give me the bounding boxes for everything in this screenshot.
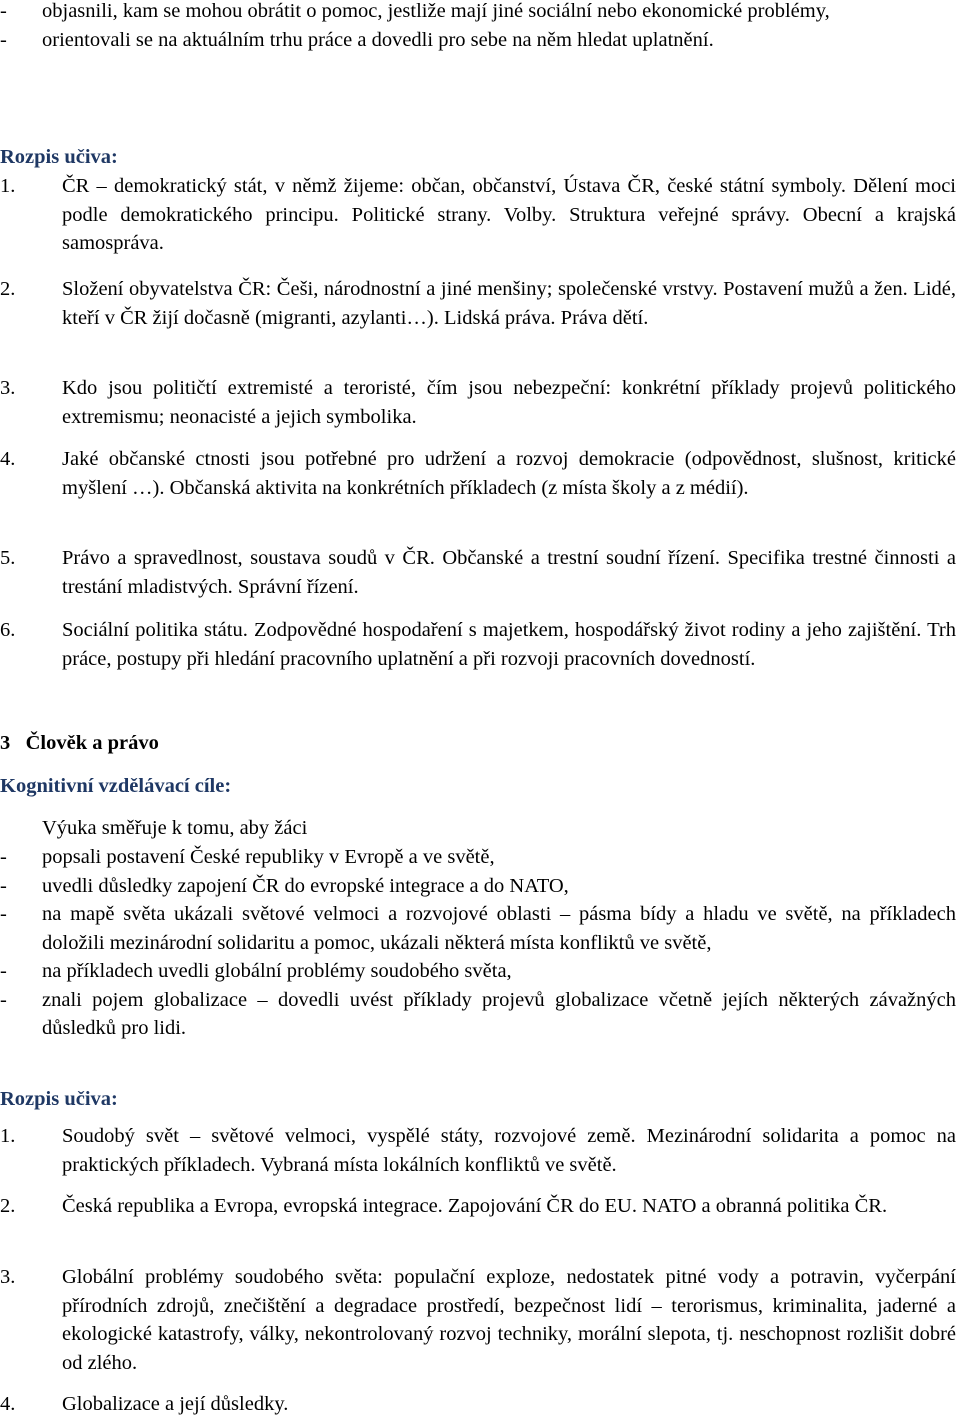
list-item: [0, 843, 956, 872]
list-marker: -: [0, 874, 7, 897]
list-item-text: Kdo jsou političtí extremisté a teroristé, čím jsou nebezpeční: konkrétní příklady projevů politického extremismu; neonacisté a jejich symbolika.: [62, 377, 956, 428]
list-item: [0, 445, 956, 502]
section2-list: [0, 1263, 956, 1377]
list-item: [0, 872, 956, 901]
list-item-text: Právo a spravedlnost, soustava soudů v ČR. Občanské a trestní soudní řízení. Specifika trestné činnosti a trestání mladistvých. Správní řízení.: [62, 547, 956, 598]
list-item-text: na příkladech uvedli globální problémy soudobého světa,: [42, 960, 512, 982]
list-item: [0, 172, 956, 258]
section-heading: Kognitivní vzdělávací cíle:: [0, 775, 232, 797]
list-item-text: znali pojem globalizace – dovedli uvést příklady projevů globalizace včetně jejích některých závažných důsledků pro lidi.: [42, 988, 956, 1039]
section1-list: [0, 374, 956, 431]
section1-list: [0, 172, 956, 258]
list-item: [0, 1390, 956, 1419]
list-marker: -: [0, 903, 7, 925]
list-item-text: popsali postavení České republiky v Evropě a ve světě,: [42, 846, 495, 868]
list-item: [0, 900, 956, 957]
list-marker: -: [0, 0, 7, 22]
section-heading: Rozpis učiva:: [0, 1088, 118, 1110]
list-item-text: Jaké občanské ctnosti jsou potřebné pro udržení a rozvoj demokracie (odpovědnost, slušnost, kritické myšlení …). Občanská aktivita na konkrétních příkladech (z místa školy a z médií).: [62, 448, 956, 499]
list-number: 2.: [0, 1195, 16, 1217]
list-marker: -: [0, 960, 7, 982]
list-item-text: uvedli důsledky zapojení ČR do evropské integrace a do NATO,: [42, 874, 569, 897]
list-item: [0, 544, 956, 601]
list-marker: -: [0, 988, 7, 1011]
section1-list: [0, 275, 956, 332]
list-item: [0, 374, 956, 431]
list-number: 5.: [0, 547, 16, 569]
list-item-text: Česká republika a Evropa, evropská integrace. Zapojování ČR do EU. NATO a obranná politika ČR.: [62, 1195, 888, 1217]
list-item-text: Globální problémy soudobého světa: populační exploze, nedostatek pitné vody a potravin, vyčerpání přírodních zdrojů, znečištění a degradace prostředí, bezpečnost lidí – terorismus, kriminalita, jaderné a ekologické katastrofy, války, nekontrolovaný rozvoj techniky, morální slepota, tj. neschopnost rozlišit dobré od zlého.: [62, 1266, 956, 1374]
list-item: [0, 0, 956, 26]
list-item: [0, 1263, 956, 1377]
list-number: 3.: [0, 377, 16, 399]
section2-list: [0, 1390, 956, 1419]
list-number: 2.: [0, 278, 16, 300]
list-item: [0, 275, 956, 332]
list-item-text: na mapě světa ukázali světové velmoci a rozvojové oblasti – pásma bídy a hladu ve světě, na příkladech doložili mezinárodní solidaritu a pomoc, ukázali některá místa konfliktů ve světě,: [42, 903, 956, 954]
list-item-text: Globalizace a její důsledky.: [62, 1393, 289, 1415]
intro-text: Výuka směřuje k tomu, aby žáci: [42, 817, 308, 839]
list-item: [0, 1192, 956, 1221]
list-item-text: orientovali se na aktuálním trhu práce a dovedli pro sebe na něm hledat uplatnění.: [42, 28, 714, 51]
section1-list: [0, 616, 956, 673]
section1-list: [0, 445, 956, 502]
list-number: 4.: [0, 1393, 16, 1415]
top-goals-list: [0, 0, 956, 54]
chapter-title: 3 Člověk a právo: [0, 732, 159, 754]
list-item-text: Sociální politika státu. Zodpovědné hospodaření s majetkem, hospodářský život rodiny a jeho zajištění. Trh práce, postupy při hledání pracovního uplatnění a při rozvoji pracovních dovedností.: [62, 619, 956, 670]
list-number: 6.: [0, 619, 16, 641]
section1-list: [0, 544, 956, 601]
list-item-text: ČR – demokratický stát, v němž žijeme: občan, občanství, Ústava ČR, české státní symboly. Dělení moci podle demokratického principu. Politické strany. Volby. Struktura veřejné správy. Obecní a krajská samospráva.: [62, 175, 956, 254]
list-item: [0, 26, 956, 55]
section2-list: [0, 1122, 956, 1179]
list-item-text: Soudobý svět – světové velmoci, vyspělé státy, rozvojové země. Mezinárodní solidarita a pomoc na praktických příkladech. Vybraná místa lokálních konfliktů ve světě.: [62, 1125, 956, 1176]
list-item-text: Složení obyvatelstva ČR: Češi, národnostní a jiné menšiny; společenské vrstvy. Postavení mužů a žen. Lidé, kteří v ČR žijí dočasně (migranti, azylanti…). Lidská práva. Práva dětí.: [62, 278, 956, 329]
list-number: 1.: [0, 1125, 16, 1147]
list-number: 1.: [0, 175, 16, 197]
list-number: 3.: [0, 1266, 16, 1288]
list-marker: -: [0, 28, 7, 51]
list-item: [0, 616, 956, 673]
section2-list: [0, 1192, 956, 1221]
list-marker: -: [0, 846, 7, 868]
list-item: [0, 957, 956, 986]
cognitive-goals-list: [0, 843, 956, 1043]
list-item: [0, 986, 956, 1043]
list-number: 4.: [0, 448, 16, 470]
list-item: [0, 1122, 956, 1179]
list-item-text: objasnili, kam se mohou obrátit o pomoc, jestliže mají jiné sociální nebo ekonomické problémy,: [42, 0, 830, 22]
section-heading: Rozpis učiva:: [0, 146, 118, 168]
